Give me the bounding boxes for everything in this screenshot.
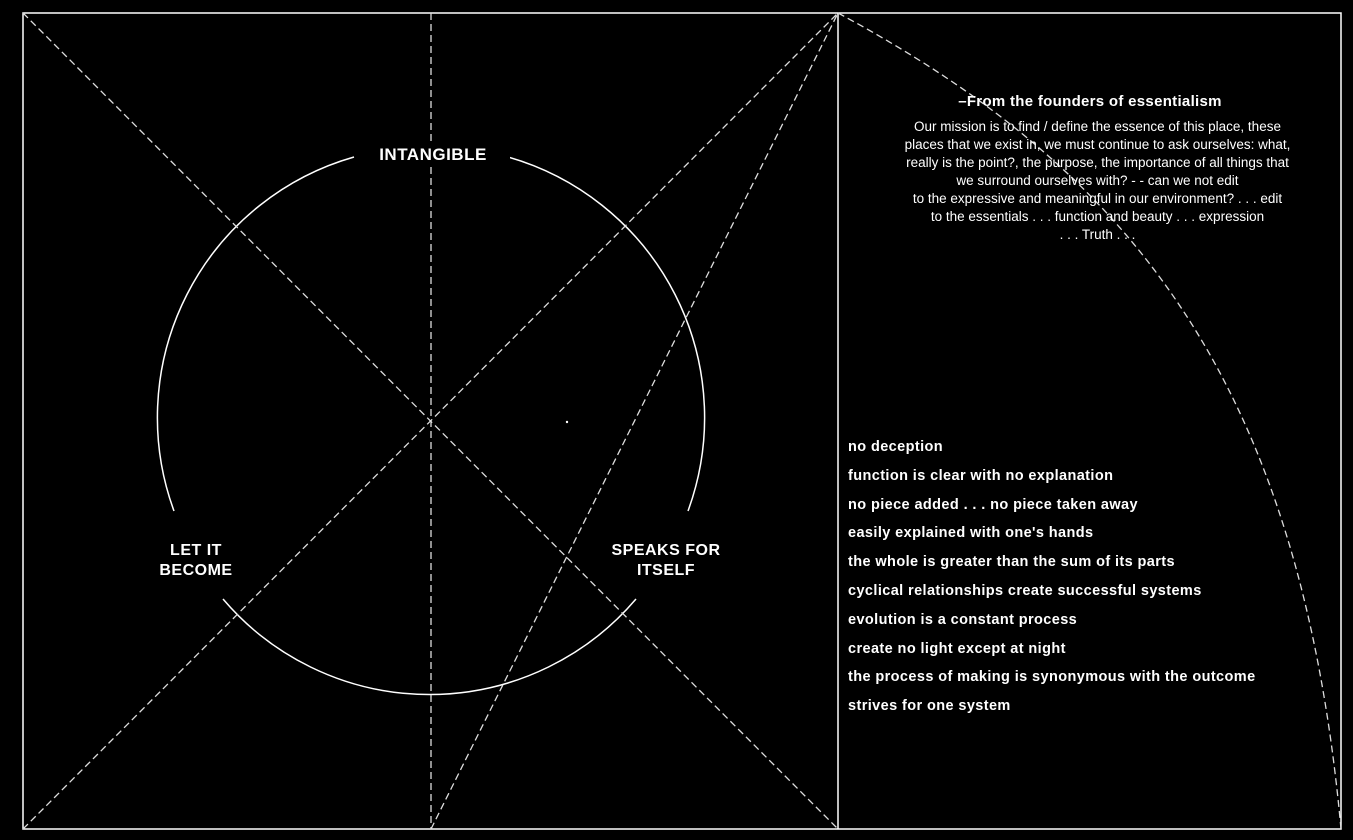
quote-line: we surround ourselves with? - - can we not edit xyxy=(956,173,1239,188)
principle-item: cyclical relationships create successful systems xyxy=(848,582,1202,599)
principle-item: function is clear with no explanation xyxy=(848,467,1114,484)
quote-line: to the essentials . . . function and beauty . . . expression xyxy=(930,209,1265,224)
principles-list xyxy=(848,437,1348,725)
circle-arc-bottom xyxy=(223,599,636,695)
principle-item: evolution is a constant process xyxy=(848,611,1078,628)
label-let-it-become-line2: BECOME xyxy=(159,562,233,579)
principle-item: the process of making is synonymous with the outcome xyxy=(848,669,1256,686)
quote-body xyxy=(850,118,1345,244)
principle-item: strives for one system xyxy=(848,698,1011,715)
quote-line: to the expressive and meaningful in our environment? . . . edit xyxy=(912,191,1283,206)
quote-line: really is the point?, the purpose, the importance of all things that xyxy=(906,155,1289,170)
principle-item: easily explained with one's hands xyxy=(848,525,1094,542)
label-speaks-for-itself xyxy=(596,541,736,581)
label-intangible: INTANGIBLE xyxy=(356,145,510,165)
quote-line: Our mission is to find / define the essence of this place, these xyxy=(914,119,1281,134)
quote-line: places that we exist in, we must continue to ask ourselves: what, xyxy=(904,137,1291,152)
label-speaks-line1: SPEAKS FOR xyxy=(611,542,721,559)
quote-line: . . . Truth . . . xyxy=(1059,227,1136,242)
label-let-it-become-line1: LET IT xyxy=(170,542,222,559)
principle-item: no piece added . . . no piece taken away xyxy=(848,496,1138,513)
quote-title: –From the founders of essentialism xyxy=(958,93,1222,110)
principle-item: create no light except at night xyxy=(848,640,1066,657)
label-speaks-line2: ITSELF xyxy=(636,562,696,579)
circle-arc-left xyxy=(157,157,354,511)
label-let-it-become xyxy=(140,541,252,581)
circle-arc-right xyxy=(508,157,705,511)
dashed-line-bottom-center-to-corner xyxy=(431,13,838,829)
center-dot xyxy=(566,421,568,423)
principle-item: the whole is greater than the sum of its parts xyxy=(848,554,1175,571)
principle-item: no deception xyxy=(848,439,944,455)
